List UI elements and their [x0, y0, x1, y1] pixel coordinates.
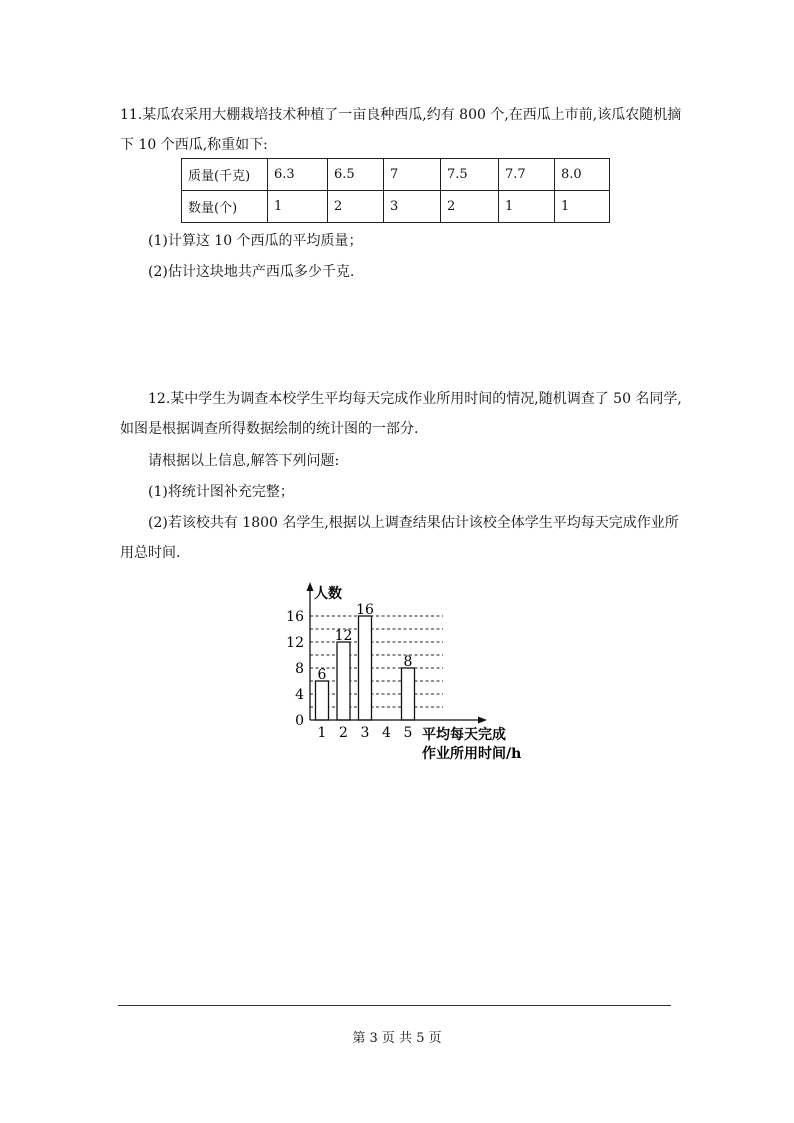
table-cell: 8.0	[555, 159, 610, 191]
q12-text-line3: 请根据以上信息,解答下列问题:	[148, 453, 340, 469]
q11-subquestion-1: (1)计算这 10 个西瓜的平均质量；	[148, 233, 363, 249]
x-tick-label: 1	[317, 725, 327, 741]
y-tick-label: 0	[295, 713, 304, 729]
y-tick-labels	[286, 609, 304, 729]
bar	[337, 642, 350, 720]
y-tick-label: 8	[295, 661, 304, 677]
q12-subquestion-2-line1: (2)若该校共有 1800 名学生,根据以上调查结果估计该校全体学生平均每天完成作业所	[148, 515, 679, 531]
x-tick-label: 2	[339, 725, 348, 741]
q11-subquestion-2: (2)估计这块地共产西瓜多少千克.	[148, 264, 355, 280]
table-cell: 1	[555, 191, 610, 223]
table-header-cell: 数量(个)	[182, 191, 268, 223]
x-tick-label: 4	[382, 725, 391, 741]
y-axis-label: 人数	[314, 586, 342, 602]
bar-data-label: 12	[334, 628, 353, 644]
chart-axes	[307, 582, 488, 724]
bar-data-label: 16	[356, 602, 374, 618]
y-tick-label: 16	[286, 609, 304, 625]
bar-data-label: 6	[317, 667, 327, 683]
x-tick-label: 5	[403, 725, 413, 741]
bar	[316, 681, 329, 720]
table-cell: 2	[441, 191, 499, 223]
x-tick-labels	[318, 725, 413, 741]
table-row	[182, 159, 610, 191]
q12-subquestion-1: (1)将统计图补充完整；	[148, 484, 294, 500]
homework-time-bar-chart	[280, 580, 550, 770]
q12-text-line1: 12.某中学生为调查本校学生平均每天完成作业所用时间的情况,随机调查了 50 名同学,	[148, 391, 682, 407]
y-tick-label: 4	[295, 687, 304, 703]
x-axis-label-line2: 作业所用时间/h	[422, 746, 522, 762]
chart-grid	[310, 616, 443, 707]
footer-divider	[118, 1005, 671, 1006]
table-cell: 6.3	[268, 159, 328, 191]
q12-subquestion-2-line2: 用总时间.	[120, 545, 181, 561]
table-cell: 7	[384, 159, 441, 191]
table-cell: 1	[268, 191, 328, 223]
x-axis-arrow-icon	[478, 717, 487, 724]
q11-text-line1: 11.某瓜农采用大棚栽培技术种植了一亩良种西瓜,约有 800 个,在西瓜上市前,该瓜农随机摘	[120, 107, 682, 123]
table-cell: 2	[328, 191, 384, 223]
x-axis-label-line1: 平均每天完成	[422, 727, 506, 743]
x-tick-label: 3	[360, 725, 370, 741]
table-cell: 3	[384, 191, 441, 223]
q11-text-line2: 下 10 个西瓜,称重如下:	[120, 137, 268, 153]
bar	[402, 668, 415, 720]
bar	[359, 616, 372, 720]
table-cell: 6.5	[328, 159, 384, 191]
bar-data-label: 8	[403, 654, 413, 670]
y-axis-arrow-icon	[307, 582, 314, 591]
q11-weight-table	[181, 158, 610, 223]
page-number: 第 3 页 共 5 页	[352, 1031, 442, 1046]
table-cell: 1	[499, 191, 555, 223]
table-header-cell: 质量(千克)	[182, 159, 268, 191]
table-cell: 7.5	[441, 159, 499, 191]
y-tick-label: 12	[286, 635, 304, 651]
q12-text-line2: 如图是根据调查所得数据绘制的统计图的一部分.	[120, 421, 419, 437]
table-row	[182, 191, 610, 223]
table-cell: 7.7	[499, 159, 555, 191]
